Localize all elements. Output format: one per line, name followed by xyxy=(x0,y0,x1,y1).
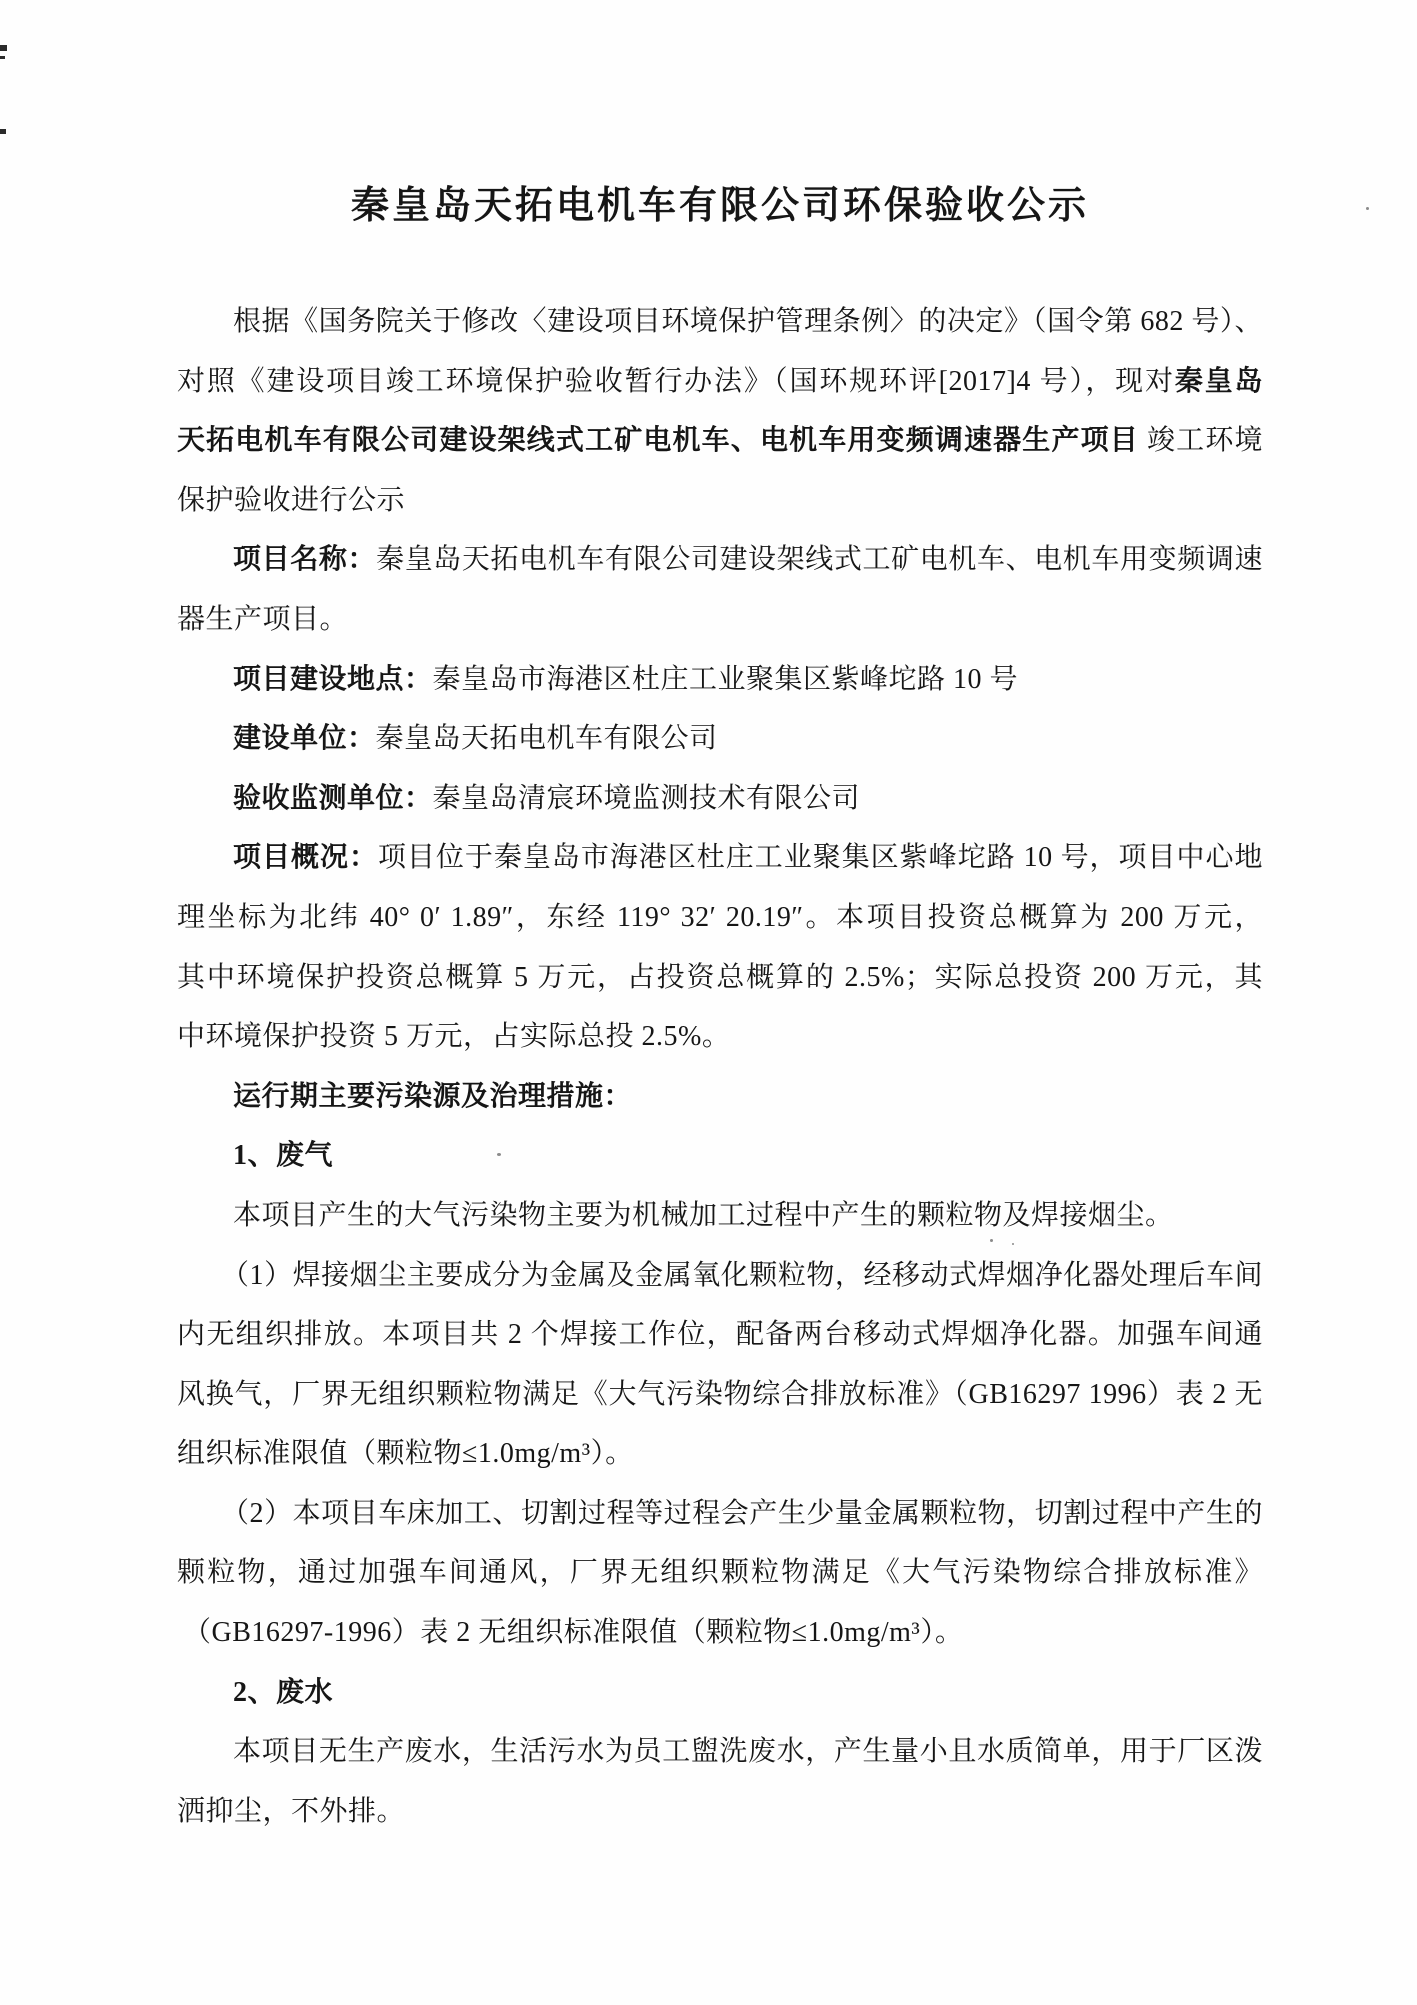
scan-speck xyxy=(1366,207,1369,210)
bold-text-segment: 建设单位： xyxy=(233,723,376,755)
text-segment: 秦皇岛天拓电机车有限公司 xyxy=(375,723,718,755)
document-line xyxy=(177,1603,1263,1663)
text-segment: 根据《国务院关于修改〈建设项目环境保护管理条例〉的决定》（国令第 682 号）、 xyxy=(233,306,1263,337)
scan-speck xyxy=(1012,1243,1014,1245)
document-line xyxy=(177,411,1263,471)
text-segment: 颗粒物，通过加强车间通风，厂界无组织颗粒物满足《大气污染物综合排放标准》 xyxy=(177,1557,1263,1589)
bold-text-segment: 2、废水 xyxy=(233,1676,334,1708)
document-line xyxy=(177,1484,1263,1544)
document-line xyxy=(177,1186,1263,1246)
document-line xyxy=(177,1543,1263,1603)
document-line xyxy=(177,352,1263,412)
text-segment: 中环境保护投资 5 万元，占实际总投 2.5%。 xyxy=(177,1021,731,1053)
document-line xyxy=(177,1663,1263,1723)
document-line xyxy=(177,948,1263,1008)
text-segment: 项目位于秦皇岛市海港区杜庄工业聚集区紫峰坨路 10 号，项目中心地 xyxy=(377,842,1263,874)
document-body xyxy=(177,292,1263,1841)
scan-speck xyxy=(990,1239,993,1242)
text-segment: 秦皇岛天拓电机车有限公司建设架线式工矿电机车、电机车用变频调速 xyxy=(376,544,1263,576)
text-segment: （2）本项目车床加工、切割过程等过程会产生少量金属颗粒物，切割过程中产生的 xyxy=(221,1497,1263,1529)
text-segment: 秦皇岛市海港区杜庄工业聚集区紫峰坨路 10 号 xyxy=(432,663,1019,695)
document-line xyxy=(177,1126,1263,1186)
text-segment: 本项目无生产废水，生活污水为员工盥洗废水，产生量小且水质简单，用于厂区泼 xyxy=(233,1736,1263,1768)
document-line xyxy=(177,530,1263,590)
text-segment: 器生产项目。 xyxy=(177,603,349,635)
bold-text-segment: 验收监测单位： xyxy=(233,782,433,814)
document-line xyxy=(177,1365,1263,1425)
document-line xyxy=(177,1246,1263,1306)
text-segment: 洒抑尘，不外排。 xyxy=(177,1795,406,1827)
bold-text-segment: 1、废气 xyxy=(233,1140,334,1172)
text-segment: （GB16297-1996）表 2 无组织标准限值（颗粒物≤1.0mg/m³）。 xyxy=(183,1617,964,1649)
text-segment: 对照《建设项目竣工环境保护验收暂行办法》（国环规环评[2017]4 号），现对 xyxy=(177,365,1175,397)
text-segment: 理坐标为北纬 40° 0′ 1.89″，东经 119° 32′ 20.19″。本项目投资总概算为 200 万元， xyxy=(177,901,1263,933)
document-line xyxy=(177,709,1263,769)
document-title: 秦皇岛天拓电机车有限公司环保验收公示 xyxy=(350,185,1089,227)
text-segment: 其中环境保护投资总概算 5 万元，占投资总概算的 2.5%；实际总投资 200 万元，其 xyxy=(177,961,1263,993)
document-line xyxy=(177,1305,1263,1365)
text-segment: （1）焊接烟尘主要成分为金属及金属氧化颗粒物，经移动式焊烟净化器处理后车间 xyxy=(221,1259,1263,1291)
text-segment: 竣工环境 xyxy=(1138,425,1263,457)
bold-text-segment: 秦皇岛 xyxy=(1174,365,1263,397)
bold-text-segment: 项目概况： xyxy=(233,842,378,874)
document-line xyxy=(177,590,1263,650)
text-segment: 内无组织排放。本项目共 2 个焊接工作位，配备两台移动式焊烟净化器。加强车间通 xyxy=(177,1319,1263,1351)
text-segment: 秦皇岛清宸环境监测技术有限公司 xyxy=(432,782,861,814)
document-line xyxy=(177,769,1263,829)
scan-edge-mark xyxy=(0,129,6,134)
bold-text-segment: 项目名称： xyxy=(233,544,377,576)
document-line xyxy=(177,1067,1263,1127)
text-segment: 风换气，厂界无组织颗粒物满足《大气污染物综合排放标准》（GB16297 1996）表 2 无 xyxy=(177,1378,1263,1410)
document-line xyxy=(177,888,1263,948)
text-segment: 组织标准限值（颗粒物≤1.0mg/m³）。 xyxy=(177,1438,634,1470)
document-line xyxy=(177,1722,1263,1782)
document-line xyxy=(177,1007,1263,1067)
text-segment: 保护验收进行公示 xyxy=(177,484,406,516)
document-line xyxy=(177,1782,1263,1842)
bold-text-segment: 运行期主要污染源及治理措施： xyxy=(233,1080,633,1112)
bold-text-segment: 天拓电机车有限公司建设架线式工矿电机车、电机车用变频调速器生产项目 xyxy=(177,425,1139,457)
scan-edge-mark xyxy=(0,56,5,59)
document-line xyxy=(177,650,1263,710)
scan-edge-mark xyxy=(0,45,7,51)
document-line xyxy=(177,471,1263,531)
document-line xyxy=(177,828,1263,888)
text-segment: 本项目产生的大气污染物主要为机械加工过程中产生的颗粒物及焊接烟尘。 xyxy=(233,1199,1174,1231)
document-line xyxy=(177,292,1263,352)
document-line xyxy=(177,1424,1263,1484)
bold-text-segment: 项目建设地点： xyxy=(233,663,433,695)
scan-speck xyxy=(497,1153,501,1156)
